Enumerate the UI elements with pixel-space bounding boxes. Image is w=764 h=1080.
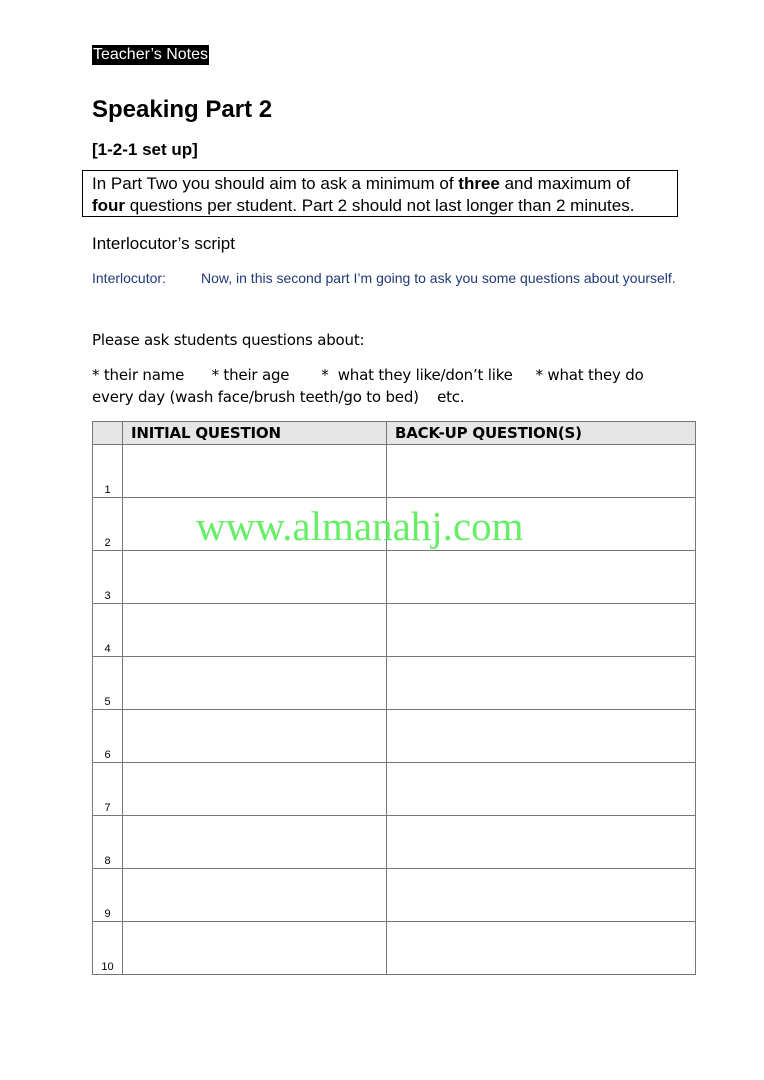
table-row	[93, 657, 696, 710]
backup-question-header: BACK-UP QUESTION(S)	[387, 422, 696, 445]
backup-question-cell[interactable]	[387, 445, 696, 498]
instruction-text-2: and maximum of	[499, 174, 631, 193]
row-number: 3	[93, 551, 123, 604]
initial-question-cell[interactable]	[123, 710, 387, 763]
backup-question-cell[interactable]	[387, 763, 696, 816]
teachers-notes-label: Teacher’s Notes	[93, 46, 209, 63]
topic-likes: * what they like/don’t like	[321, 366, 513, 384]
row-number: 6	[93, 710, 123, 763]
table-row	[93, 604, 696, 657]
interlocutor-speech: Now, in this second part I’m going to ask you some questions about yourself.	[201, 270, 676, 286]
row-number: 9	[93, 869, 123, 922]
topic-list	[92, 364, 682, 408]
backup-question-cell[interactable]	[387, 869, 696, 922]
backup-question-cell[interactable]	[387, 816, 696, 869]
table-row	[93, 869, 696, 922]
table-header-row	[93, 422, 696, 445]
setup-subtitle: [1-2-1 set up]	[92, 140, 198, 159]
instruction-text-3: questions per student. Part 2 should not last longer than 2 minutes.	[125, 196, 635, 215]
row-number: 10	[93, 922, 123, 975]
page-title: Speaking Part 2	[92, 96, 273, 123]
initial-question-cell[interactable]	[123, 922, 387, 975]
instruction-bold-four: four	[92, 196, 126, 215]
instruction-text-1: In Part Two you should aim to ask a minimum of	[92, 174, 459, 193]
initial-question-cell[interactable]	[123, 869, 387, 922]
script-heading: Interlocutor’s script	[92, 234, 235, 253]
initial-question-cell[interactable]	[123, 551, 387, 604]
backup-question-cell[interactable]	[387, 710, 696, 763]
initial-question-cell[interactable]	[123, 657, 387, 710]
row-number: 5	[93, 657, 123, 710]
table-row	[93, 498, 696, 551]
initial-question-cell[interactable]	[123, 445, 387, 498]
table-row	[93, 816, 696, 869]
row-number: 7	[93, 763, 123, 816]
table-row	[93, 763, 696, 816]
initial-question-cell[interactable]	[123, 498, 387, 551]
number-column-header	[93, 422, 123, 445]
topic-age: * their age	[211, 366, 290, 384]
watermark: www.almanahj.com	[196, 503, 524, 549]
table-row	[93, 710, 696, 763]
instruction-bold-three: three	[458, 174, 500, 193]
backup-question-cell[interactable]	[387, 551, 696, 604]
questions-intro: Please ask students questions about:	[92, 331, 365, 349]
initial-question-cell[interactable]	[123, 816, 387, 869]
backup-question-cell[interactable]	[387, 604, 696, 657]
backup-question-cell[interactable]	[387, 498, 696, 551]
table-row	[93, 922, 696, 975]
row-number: 8	[93, 816, 123, 869]
row-number: 1	[93, 445, 123, 498]
initial-question-cell[interactable]	[123, 604, 387, 657]
backup-question-cell[interactable]	[387, 922, 696, 975]
backup-question-cell[interactable]	[387, 657, 696, 710]
table-row	[93, 445, 696, 498]
topic-etc: etc.	[437, 388, 465, 406]
questions-table	[92, 421, 696, 975]
initial-question-header: INITIAL QUESTION	[123, 422, 387, 445]
initial-question-cell[interactable]	[123, 763, 387, 816]
topic-name: * their name	[92, 366, 185, 384]
instruction-box	[82, 170, 678, 217]
interlocutor-role: Interlocutor:	[92, 270, 166, 286]
row-number: 2	[93, 498, 123, 551]
topic-daily: * what they do every day (wash face/brush teeth/go to bed)	[92, 366, 644, 406]
table-row	[93, 551, 696, 604]
row-number: 4	[93, 604, 123, 657]
